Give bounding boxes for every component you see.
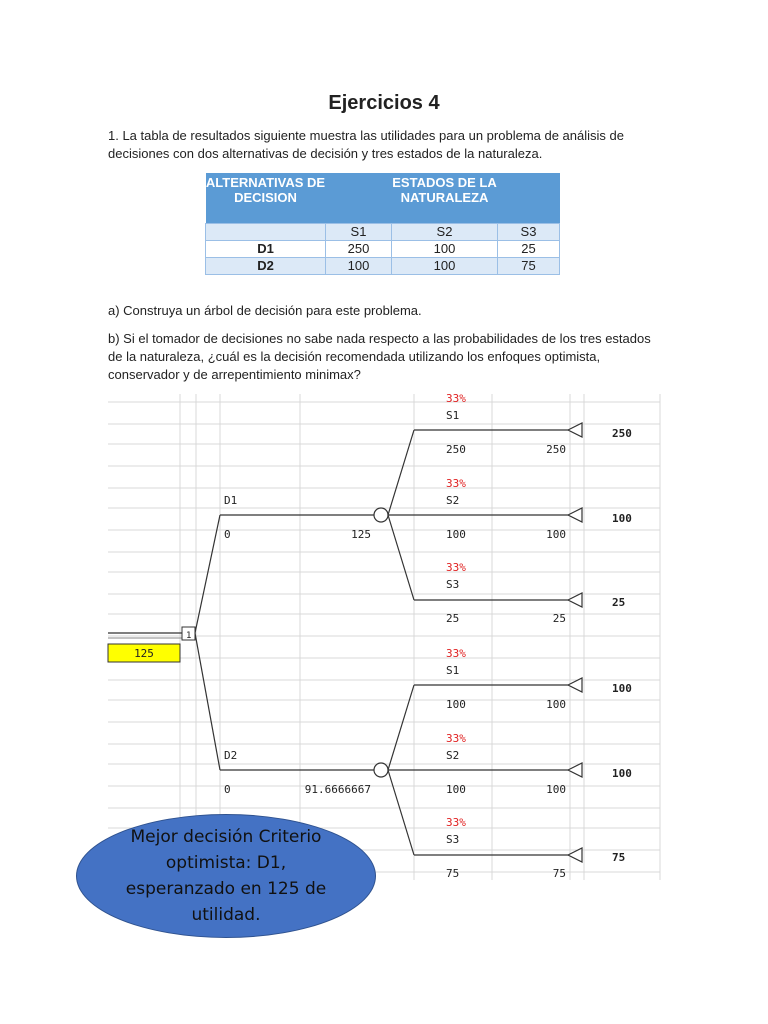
- payoff: 100: [446, 783, 466, 796]
- part-b-text: b) Si el tomador de decisiones no sabe nada respecto a las probabilidades de los tres estados de la naturaleza, ¿cuál es la decisión recomendada utilizando los enfoques optimista, conservador y de arrepentimiento minimax?: [108, 331, 651, 382]
- state-s1-header: S1: [326, 224, 392, 241]
- state-label: S3: [446, 578, 460, 591]
- terminal-value: 75: [612, 851, 626, 864]
- cumulative-payoff: 100: [546, 783, 566, 796]
- probability: 33%: [446, 477, 466, 490]
- payoff: 75: [446, 867, 460, 880]
- branch-cost-d1: 0: [224, 528, 231, 541]
- branch-label-d2: D2: [224, 749, 238, 762]
- table-cell: 250: [326, 241, 392, 258]
- state-label: S1: [446, 664, 460, 677]
- probability: 33%: [446, 392, 466, 405]
- table-cell: 75: [498, 258, 560, 275]
- probability: 33%: [446, 816, 466, 829]
- page-title: Ejercicios 4: [328, 92, 440, 114]
- terminal-value: 100: [612, 767, 632, 780]
- table-cell: 25: [498, 241, 560, 258]
- row-d1-label: D1: [206, 241, 326, 258]
- state-label: S1: [446, 409, 460, 422]
- table-cell: 100: [326, 258, 392, 275]
- cumulative-payoff: 75: [552, 867, 566, 880]
- table-cell: 100: [392, 258, 498, 275]
- expected-value-d2: 91.6666667: [304, 783, 371, 796]
- chance-node-d1: [374, 508, 388, 522]
- payoff: 100: [446, 698, 466, 711]
- payoff: 100: [446, 528, 466, 541]
- state-label: S3: [446, 833, 460, 846]
- cumulative-payoff: 100: [546, 528, 566, 541]
- probability: 33%: [446, 561, 466, 574]
- table-cell: 100: [392, 241, 498, 258]
- part-a-text: a) Construya un árbol de decisión para este problema.: [108, 303, 422, 318]
- cumulative-payoff: 100: [546, 698, 566, 711]
- callout-text: Mejor decisión Criterio optimista: D1, esperanzado en 125 de utilidad.: [125, 827, 327, 925]
- terminal-value: 100: [612, 682, 632, 695]
- root-value: 125: [134, 647, 154, 660]
- row-d2-label: D2: [206, 258, 326, 275]
- cumulative-payoff: 25: [552, 612, 566, 625]
- state-label: S2: [446, 494, 460, 507]
- decision-node-label: 1: [186, 631, 192, 641]
- state-label: S2: [446, 749, 460, 762]
- header-alternatives: ALTERNATIVAS DE DECISION: [206, 173, 326, 224]
- terminal-value: 25: [612, 596, 626, 609]
- probability: 33%: [446, 647, 466, 660]
- chance-node-d2: [374, 763, 388, 777]
- branch-cost-d2: 0: [224, 783, 231, 796]
- callout-oval: [76, 814, 376, 938]
- question-1-text: 1. La tabla de resultados siguiente muestra las utilidades para un problema de análisis de decisiones con dos alternativas de decisión y tres estados de la naturaleza.: [108, 128, 624, 161]
- branch-label-d1: D1: [224, 494, 238, 507]
- state-s2-header: S2: [392, 224, 498, 241]
- cumulative-payoff: 250: [546, 443, 566, 456]
- terminal-value: 250: [612, 427, 632, 440]
- state-s3-header: S3: [498, 224, 560, 241]
- payoff: 25: [446, 612, 460, 625]
- probability: 33%: [446, 732, 466, 745]
- header-states: ESTADOS DE LA NATURALEZA: [392, 173, 498, 224]
- payoff: 250: [446, 443, 466, 456]
- terminal-value: 100: [612, 512, 632, 525]
- expected-value-d1: 125: [351, 528, 371, 541]
